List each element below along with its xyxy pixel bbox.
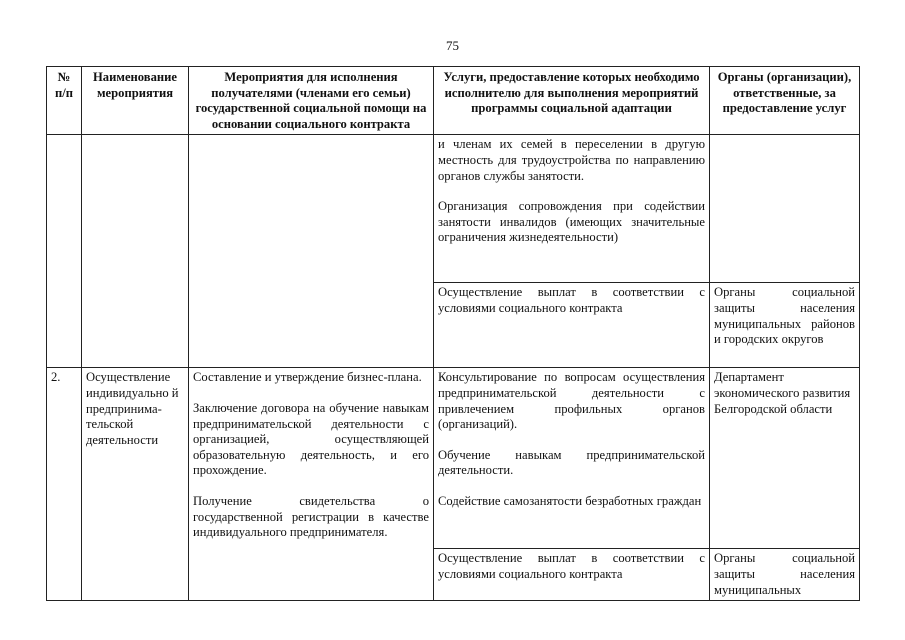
header-number: № п/п: [47, 67, 82, 135]
measures-text: Получение свидетельства о государственной регистрации в качестве индивидуального предпринимателя.: [193, 493, 429, 540]
organs-text: Органы социальной защиты населения муниципальных районов и городских округов: [714, 285, 855, 347]
measures-text: Заключение договора на обучение навыкам предпринимательской деятельности с организацией, осуществляющей образовательную деятельность, и его прохождение.: [193, 400, 429, 478]
cell-organs-empty: [710, 135, 860, 283]
organs-text: Органы социальной защиты населения муниципальных: [714, 551, 855, 597]
cell-organs-social-protection: [710, 283, 860, 368]
services-text: и членам их семей в переселении в другую местность для трудоустройства по направлению органов службы занятости.: [438, 137, 705, 183]
organs-text: Департамент экономического развития Белгородской области: [714, 370, 851, 416]
cell-services-payments: [434, 283, 710, 368]
cell-services-payments: [434, 549, 710, 601]
cell-organs-social-protection: [710, 549, 860, 601]
cell-name-continued: [82, 135, 189, 368]
cell-recipient-measures: [189, 368, 434, 601]
cell-services: [434, 368, 710, 549]
table-header-row: [47, 67, 860, 135]
header-recipient-measures: Мероприятия для исполнения получателями (членами его семьи) государственной социальной помощи на основании социального контракта: [189, 67, 434, 135]
cell-responsible-organs: [710, 368, 860, 549]
cell-services-continued: [434, 135, 710, 283]
cell-measures-continued: [189, 135, 434, 368]
cell-number-continued: [47, 135, 82, 368]
services-text: Осуществление выплат в соответствии с условиями социального контракта: [438, 285, 705, 315]
adaptation-measures-table: [46, 66, 860, 601]
cell-measure-name: [82, 368, 189, 601]
page-number: 75: [446, 38, 459, 53]
measures-text: Составление и утверждение бизнес-плана.: [193, 370, 422, 385]
services-text: Консультирование по вопросам осуществления предпринимательской деятельности с привлечением профильных органов (организаций).: [438, 370, 705, 432]
header-services: Услуги, предоставление которых необходимо исполнителю для выполнения мероприятий программы социальной адаптации: [434, 67, 710, 135]
services-text: Содействие самозанятости безработных граждан: [438, 493, 702, 508]
header-measure-name: Наименование мероприятия: [82, 67, 189, 135]
table-row: [47, 135, 860, 283]
header-responsible-organs: Органы (организации), ответственные, за предоставление услуг: [710, 67, 860, 135]
cell-number: 2.: [47, 368, 82, 601]
table-row: [47, 368, 860, 549]
measure-name-text: Осуществление индивидуально й предпринима-тельской деятельности: [86, 370, 179, 447]
services-text: Обучение навыкам предпринимательской деятельности.: [438, 447, 705, 478]
services-text: Организация сопровождения при содействии занятости инвалидов (имеющих значительные ограничения жизнедеятельности): [438, 199, 705, 245]
services-text: Осуществление выплат в соответствии с условиями социального контракта: [438, 551, 705, 581]
